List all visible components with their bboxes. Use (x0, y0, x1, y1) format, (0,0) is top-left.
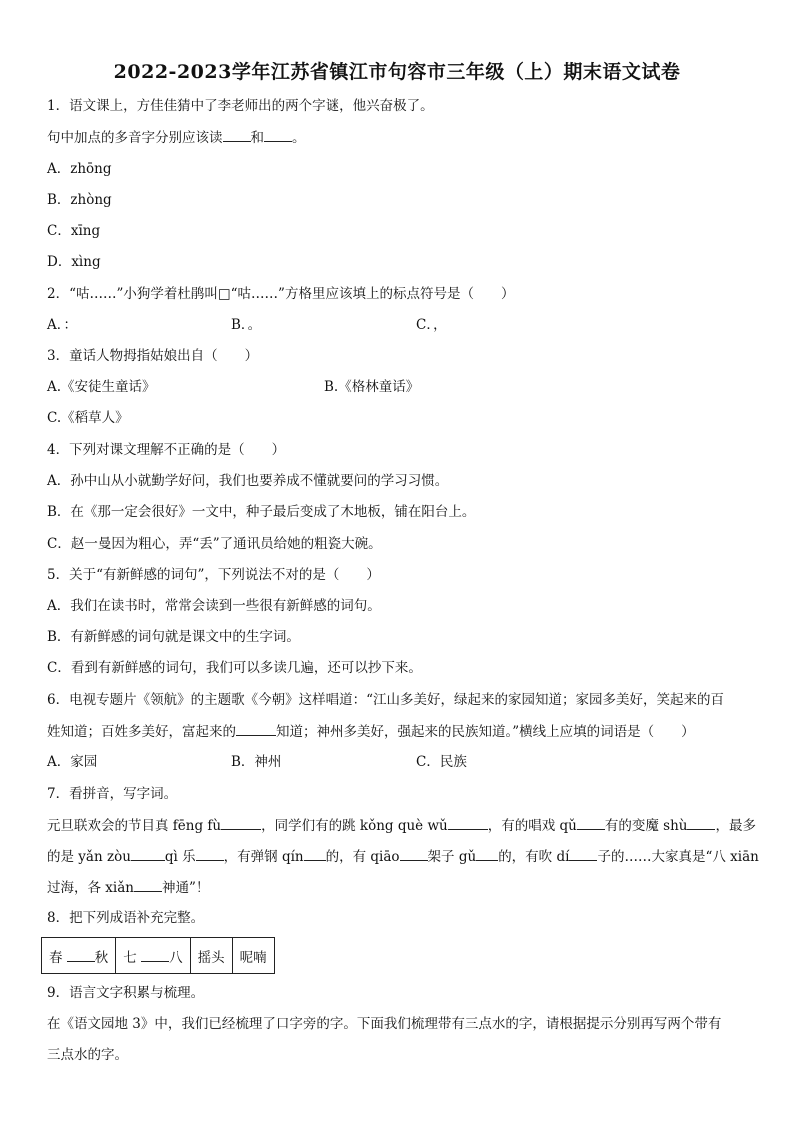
question-1-option-d[interactable]: D．xìng (47, 254, 101, 270)
question-8-stem: 8．把下列成语补充完整。 (47, 910, 205, 926)
question-1-stem: 1．语文课上，方佳佳猜中了李老师出的两个字谜，他兴奋极了。 (47, 98, 434, 114)
answer-blank[interactable] (448, 816, 488, 830)
q1-sub-text-b: 和 (250, 130, 264, 146)
q7-seg: 子的……大家真是“八 xiān (597, 849, 759, 865)
answer-blank[interactable] (569, 847, 597, 861)
idiom-cell[interactable] (116, 938, 190, 974)
answer-blank[interactable] (223, 128, 251, 142)
answer-blank[interactable] (221, 816, 261, 830)
idiom-cell[interactable] (232, 938, 274, 974)
question-2-option-a[interactable]: A．： (47, 317, 77, 333)
answer-blank[interactable] (264, 128, 292, 142)
question-9-line-1: 在《语文园地 3》中，我们已经梳理了口字旁的字。下面我们梳理带有三点水的字，请根据提示分别再写两个带有 (47, 1016, 722, 1032)
question-1-option-a[interactable]: A．zhōng (47, 161, 112, 177)
question-3-option-c[interactable]: C.《稻草人》 (47, 410, 129, 426)
answer-blank[interactable] (400, 847, 428, 861)
idiom-char: 摇头 (197, 949, 225, 966)
idiom-cell[interactable] (190, 938, 232, 974)
question-5-option-b[interactable]: B．有新鲜感的词句就是课文中的生字词。 (47, 629, 300, 645)
q6-text-b: 知道；神州多美好，强起来的民族知道。”横线上应填的词语是（ ） (276, 724, 695, 740)
question-7-line-2 (47, 847, 759, 866)
question-3-option-a[interactable]: A.《安徒生童话》 (47, 379, 156, 395)
answer-blank[interactable] (196, 847, 224, 861)
q7-seg: ，最多 (715, 818, 756, 834)
question-6-line-2 (47, 722, 695, 741)
q7-seg: 的，有吹 dí (498, 849, 570, 865)
answer-blank[interactable] (476, 847, 498, 861)
q7-seg: 的是 yǎn zòu (47, 849, 131, 865)
question-4-option-c[interactable]: C．赵一曼因为粗心，弄“丢”了通讯员给她的粗瓷大碗。 (47, 536, 382, 552)
question-1-subline (47, 128, 306, 147)
answer-blank[interactable] (67, 948, 95, 962)
q7-seg: 有的变魔 shù (604, 818, 688, 834)
question-5-option-a[interactable]: A．我们在读书时，常常会读到一些很有新鲜感的词句。 (47, 598, 381, 614)
answer-blank[interactable] (131, 847, 165, 861)
question-3-stem: 3．童话人物拇指姑娘出自（ ） (47, 348, 259, 364)
page-title: 2022-2023学年江苏省镇江市句容市三年级（上）期末语文试卷 (113, 61, 681, 83)
question-3-option-b[interactable]: B.《格林童话》 (324, 379, 420, 395)
question-6-option-a[interactable]: A．家园 (47, 754, 98, 770)
answer-blank[interactable] (577, 816, 605, 830)
idiom-cell[interactable] (42, 938, 116, 974)
answer-blank[interactable] (134, 878, 162, 892)
idiom-char: 呢喃 (239, 949, 267, 966)
question-2-option-b[interactable]: B．。 (231, 317, 262, 333)
question-2-option-c[interactable]: C．， (416, 317, 447, 333)
q6-text-a: 姓知道；百姓多美好，富起来的 (47, 724, 236, 740)
answer-blank[interactable] (141, 948, 169, 962)
question-7-line-3 (47, 878, 209, 897)
question-6-option-c[interactable]: C．民族 (416, 754, 467, 770)
q7-seg: qì 乐 (164, 849, 196, 865)
question-1-option-c[interactable]: C．xīng (47, 223, 101, 239)
q7-seg: 架子 gǔ (427, 849, 477, 865)
idiom-char: 秋 (94, 949, 109, 966)
q7-seg: ，有的唱戏 qǔ (487, 818, 577, 834)
question-4-stem: 4．下列对课文理解不正确的是（ ） (47, 442, 286, 458)
question-7-stem: 7．看拼音，写字词。 (47, 786, 178, 802)
question-1-option-b[interactable]: B．zhòng (47, 192, 112, 208)
answer-blank[interactable] (236, 722, 276, 736)
q7-seg: ，有弹钢 qín (223, 849, 304, 865)
question-2-stem: 2．“咕……”小狗学着杜鹃叫□“咕……”方格里应该填上的标点符号是（ ） (47, 286, 515, 302)
q1-sub-text-c: 。 (292, 130, 306, 146)
question-9-line-2: 三点水的字。 (47, 1047, 128, 1063)
question-5-stem: 5．关于“有新鲜感的词句”，下列说法不对的是（ ） (47, 567, 380, 583)
idiom-table (41, 937, 275, 974)
q7-seg: 元旦联欢会的节目真 fēng fù (47, 818, 222, 834)
question-5-option-c[interactable]: C．看到有新鲜感的词句，我们可以多读几遍，还可以抄下来。 (47, 660, 422, 676)
question-4-option-a[interactable]: A．孙中山从小就勤学好问，我们也要养成不懂就要问的学习习惯。 (47, 473, 449, 489)
question-4-option-b[interactable]: B．在《那一定会很好》一文中，种子最后变成了木地板，铺在阳台上。 (47, 504, 476, 520)
q7-seg: 神通”！ (161, 880, 210, 896)
idiom-char: 八 (169, 949, 183, 966)
question-7-line-1 (47, 816, 756, 835)
q1-sub-text-a: 句中加点的多音字分别应该读 (47, 130, 223, 146)
idiom-char: 七 (123, 949, 137, 966)
question-6-option-b[interactable]: B．神州 (231, 754, 282, 770)
idiom-char: 春 (49, 949, 63, 966)
question-6-line-1: 6．电视专题片《领航》的主题歌《今朝》这样唱道：“江山多美好，绿起来的家园知道；家园多美好，笑起来的百 (47, 692, 724, 708)
answer-blank[interactable] (687, 816, 715, 830)
q7-seg: ，同学们有的跳 kǒng què wǔ (261, 818, 448, 834)
q7-seg: 过海，各 xiǎn (47, 880, 134, 896)
q7-seg: 的，有 qiāo (325, 849, 400, 865)
question-9-stem: 9．语言文字积累与梳理。 (47, 985, 205, 1001)
answer-blank[interactable] (304, 847, 326, 861)
